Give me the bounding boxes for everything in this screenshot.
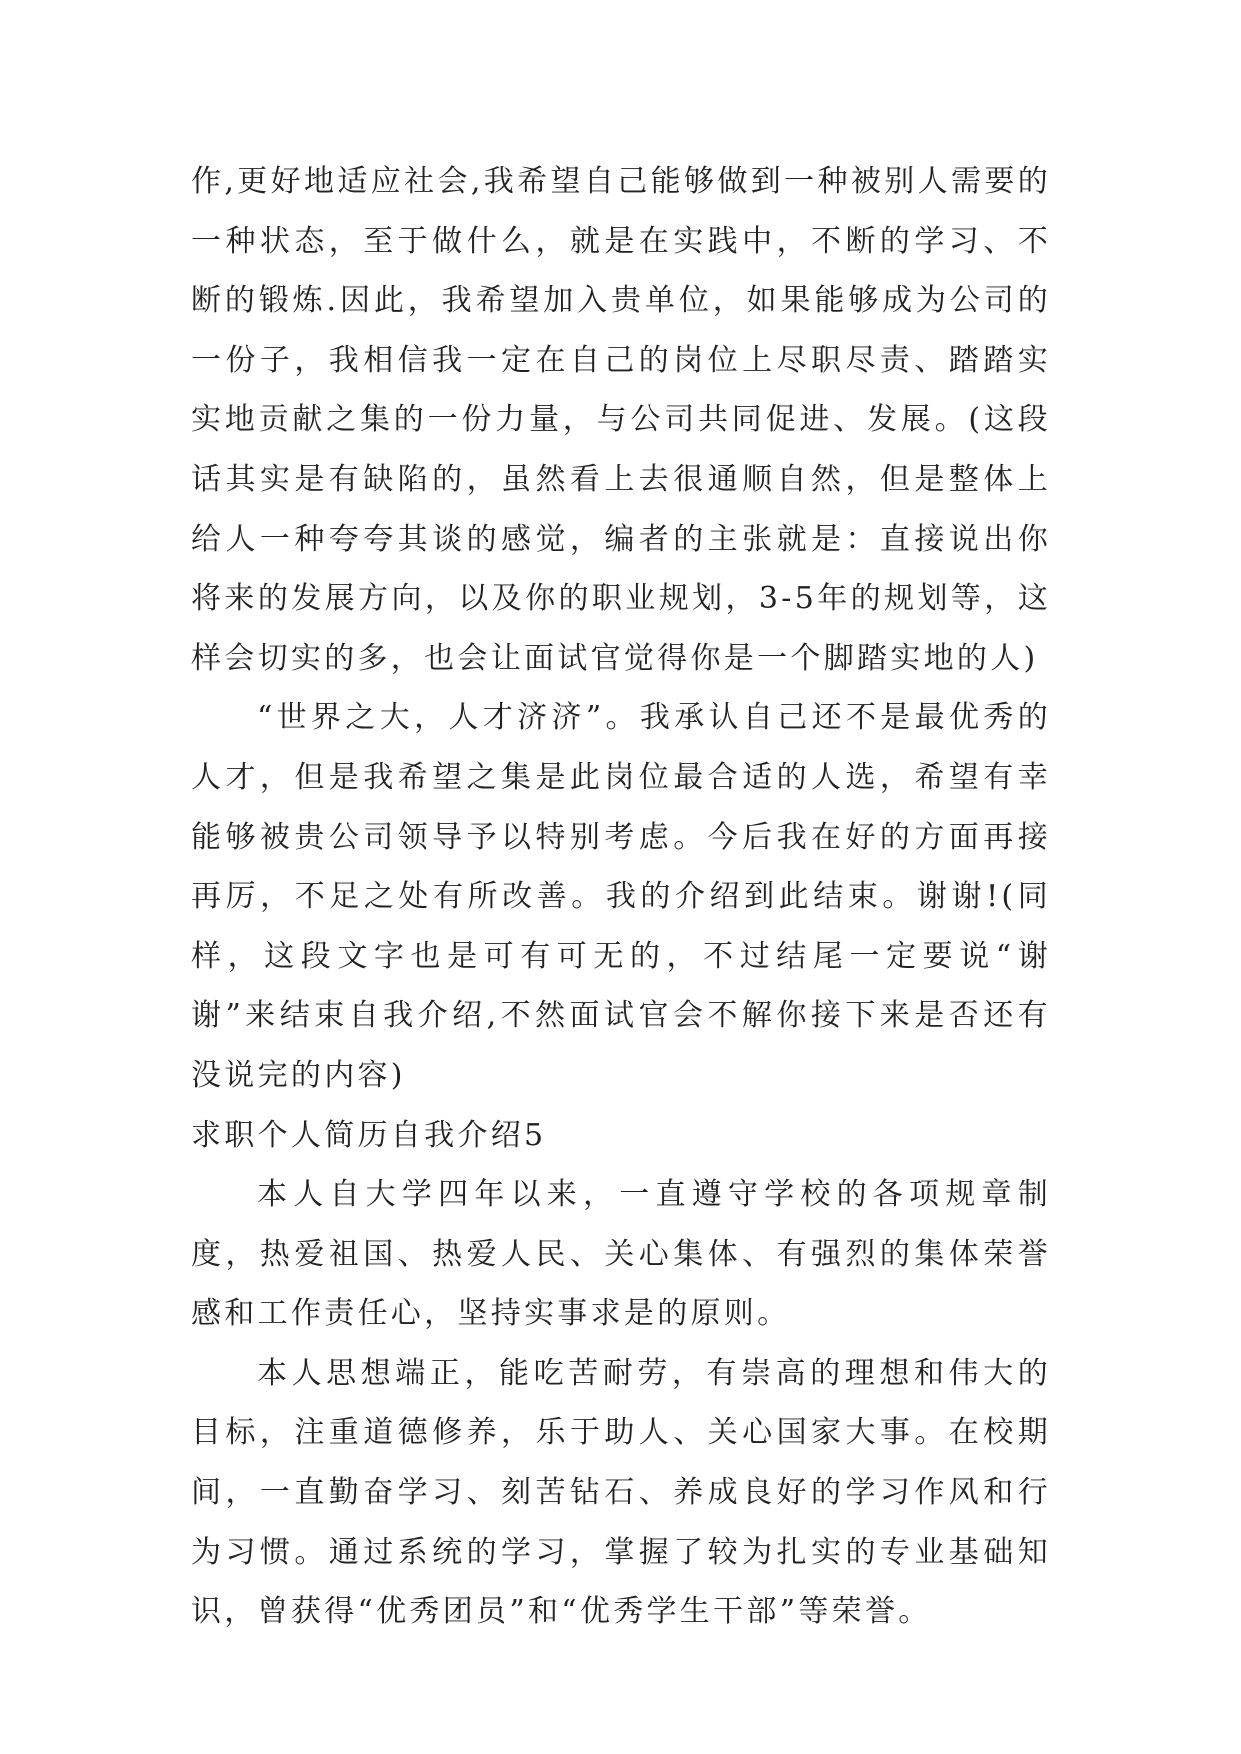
section-heading: 求职个人简历自我介绍5 [191, 1117, 547, 1153]
paragraph-continuation: 作,更好地适应社会,我希望自己能够做到一种被别人需要的一种状态，至于做什么，就是在实践中，不断的学习、不断的锻炼.因此，我希望加入贵单位，如果能够成为公司的一份子，我相信我一定在自己的岗位上尽职尽责、踏踏实实地贡献之集的一份力量，与公司共同促进、发展。(这段话其实是有缺陷的，虽然看上去很通顺自然，但是整体上给人一种夸夸其谈的感觉，编者的主张就是：直接说出你将来的发展方向，以及你的职业规划，3-5年的规划等，这样会切实的多，也会让面试官觉得你是一个脚踏实地的人) [191, 164, 1051, 676]
paragraph-world-talent: “世界之大，人才济济”。我承认自己还不是最优秀的人才，但是我希望之集是此岗位最合适的人选，希望有幸能够被贵公司领导予以特别考虑。今后我在好的方面再接再厉，不足之处有所改善。我的介绍到此结束。谢谢!(同样，这段文字也是可有可无的，不过结尾一定要说“谢谢”来结束自我介绍,不然面试官会不解你接下来是否还有没说完的内容) [191, 700, 1051, 1093]
document-body [191, 152, 1051, 1642]
paragraph-university: 本人自大学四年以来，一直遵守学校的各项规章制度，热爱祖国、热爱人民、关心集体、有强烈的集体荣誉感和工作责任心，坚持实事求是的原则。 [191, 1177, 1051, 1332]
paragraph-character: 本人思想端正，能吃苦耐劳，有崇高的理想和伟大的目标，注重道德修养，乐于助人、关心国家大事。在校期间，一直勤奋学习、刻苦钻石、养成良好的学习作风和行为习惯。通过系统的学习，掌握了较为扎实的专业基础知识，曾获得“优秀团员”和“优秀学生干部”等荣誉。 [191, 1355, 1051, 1630]
